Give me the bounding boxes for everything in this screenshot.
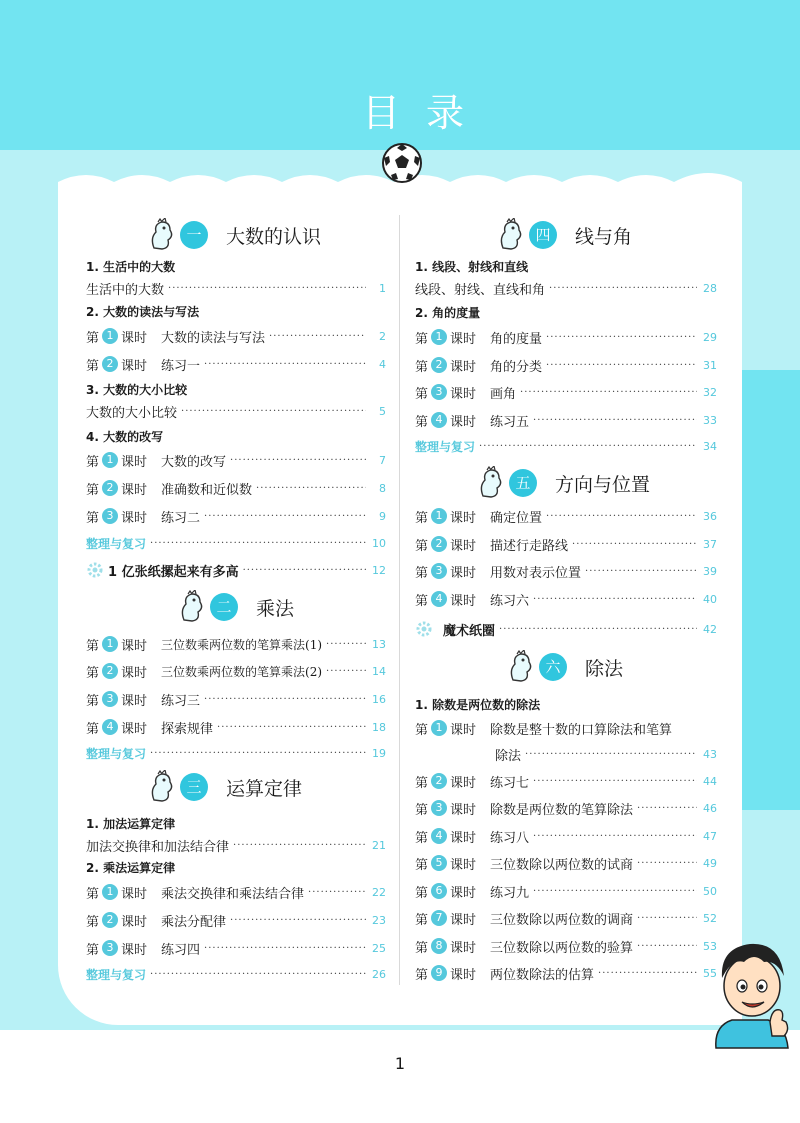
chapter-1-heading[interactable] — [148, 218, 321, 252]
dot-leader — [637, 858, 697, 869]
lesson-suffix: 课时 — [450, 967, 477, 983]
lesson-prefix: 第 — [86, 665, 100, 681]
lesson-suffix: 课时 — [121, 638, 148, 654]
lesson-number-badge: 2 — [431, 357, 447, 373]
chapter-6-badge: 六 — [539, 653, 567, 681]
page-number: 18 — [372, 720, 386, 734]
toc-entry[interactable] — [86, 278, 386, 298]
dot-leader — [204, 694, 366, 705]
lesson-prefix: 第 — [86, 454, 100, 470]
lesson-suffix: 课时 — [450, 331, 477, 347]
dot-leader — [546, 332, 697, 343]
toc-entry[interactable] — [415, 589, 717, 609]
entry-title: 三位数除以两位数的试商 — [490, 857, 634, 873]
review-title: 整理与复习 — [415, 439, 476, 454]
entry-title: 练习五 — [490, 414, 530, 430]
lesson-number-badge: 1 — [102, 328, 118, 344]
lesson-suffix: 课时 — [450, 565, 477, 581]
toc-entry[interactable] — [415, 881, 717, 901]
lesson-prefix: 第 — [86, 886, 100, 902]
dot-leader — [243, 565, 366, 576]
dot-leader — [204, 943, 366, 954]
dot-leader — [533, 831, 697, 842]
entry-title: 三位数乘两位数的笔算乘法(1) — [161, 637, 323, 652]
page-number: 25 — [372, 941, 386, 955]
toc-entry[interactable] — [86, 326, 386, 346]
page-number: 37 — [703, 537, 717, 551]
dot-leader — [168, 283, 366, 294]
toc-entry[interactable] — [415, 908, 717, 928]
entry-title: 练习九 — [490, 885, 530, 901]
lesson-suffix: 课时 — [450, 775, 477, 791]
dot-leader — [637, 803, 697, 814]
lesson-prefix: 第 — [86, 638, 100, 654]
toc-entry[interactable] — [415, 355, 717, 375]
entry-title: 角的分类 — [490, 359, 543, 375]
lesson-prefix: 第 — [415, 885, 429, 901]
page-number: 32 — [703, 385, 717, 399]
page-number: 31 — [703, 358, 717, 372]
entry-title: 大数的改写 — [161, 454, 227, 470]
lesson-prefix: 第 — [415, 912, 429, 928]
toc-entry[interactable] — [415, 506, 717, 526]
chapter-5-title: 方向与位置 — [555, 473, 651, 496]
page-number: 46 — [703, 801, 717, 815]
dot-leader — [546, 511, 697, 522]
lesson-suffix: 课时 — [450, 722, 477, 738]
page-number: 53 — [703, 939, 717, 953]
entry-title: 角的度量 — [490, 331, 543, 347]
page-number: 4 — [379, 357, 386, 371]
entry-title: 准确数和近似数 — [161, 482, 253, 498]
entry-title: 画角 — [490, 386, 517, 402]
page-number: 13 — [372, 637, 386, 651]
toc-entry[interactable] — [86, 450, 386, 470]
lesson-suffix: 课时 — [450, 538, 477, 554]
section-heading: 2. 角的度量 — [415, 306, 481, 320]
page-title: 目录 — [361, 91, 490, 135]
lesson-number-badge: 2 — [102, 663, 118, 679]
dot-leader — [233, 840, 366, 851]
dot-leader — [637, 913, 697, 924]
toc-entry[interactable] — [86, 910, 386, 930]
entry-title: 练习四 — [161, 942, 201, 958]
dot-leader — [525, 749, 697, 760]
dot-leader — [499, 624, 697, 635]
review-entry[interactable] — [86, 964, 386, 984]
dinosaur-mascot-icon — [148, 218, 176, 252]
lesson-suffix: 课时 — [121, 510, 148, 526]
toc-entry[interactable] — [86, 506, 386, 526]
lesson-prefix: 第 — [415, 538, 429, 554]
toc-entry[interactable] — [86, 478, 386, 498]
chapter-1-title: 大数的认识 — [226, 225, 322, 248]
page-number: 1 — [379, 281, 386, 295]
dinosaur-mascot-icon — [497, 218, 525, 252]
lesson-prefix: 第 — [415, 967, 429, 983]
lesson-suffix: 课时 — [450, 885, 477, 901]
page-number: 26 — [372, 967, 386, 981]
dot-leader — [533, 415, 697, 426]
entry-title: 乘法分配律 — [161, 914, 227, 930]
toc-entry[interactable] — [415, 327, 717, 347]
dot-leader — [230, 915, 366, 926]
lesson-suffix: 课时 — [121, 914, 148, 930]
chapter-2-heading[interactable] — [178, 590, 294, 624]
lesson-number-badge: 1 — [102, 636, 118, 652]
dinosaur-mascot-icon — [178, 590, 206, 624]
entry-title: 三位数除以两位数的验算 — [490, 940, 634, 956]
entry-title: 探索规律 — [161, 721, 214, 737]
toc-entry[interactable] — [415, 410, 717, 430]
dot-leader — [326, 639, 366, 650]
lesson-number-badge: 1 — [102, 884, 118, 900]
lesson-suffix: 课时 — [121, 358, 148, 374]
lesson-number-badge: 1 — [431, 720, 447, 736]
entry-title: 两位数除法的估算 — [490, 967, 595, 983]
entry-title: 线段、射线、直线和角 — [415, 282, 546, 298]
dot-leader — [549, 283, 697, 294]
lesson-number-badge: 4 — [431, 412, 447, 428]
lesson-prefix: 第 — [86, 942, 100, 958]
lesson-number-badge: 1 — [102, 452, 118, 468]
lesson-suffix: 课时 — [450, 414, 477, 430]
lesson-prefix: 第 — [415, 722, 429, 738]
lesson-prefix: 第 — [415, 359, 429, 375]
lesson-number-badge: 3 — [102, 508, 118, 524]
lesson-suffix: 课时 — [121, 454, 148, 470]
page-number: 16 — [372, 692, 386, 706]
section-heading: 1. 生活中的大数 — [86, 260, 176, 274]
lesson-prefix: 第 — [86, 330, 100, 346]
lesson-number-badge: 5 — [431, 855, 447, 871]
entry-title: 三位数乘两位数的笔算乘法(2) — [161, 664, 323, 679]
lesson-prefix: 第 — [415, 940, 429, 956]
lesson-number-badge: 2 — [102, 356, 118, 372]
entry-title: 大数的读法与写法 — [161, 330, 266, 346]
entry-title: 乘法交换律和乘法结合律 — [161, 886, 305, 902]
lesson-prefix: 第 — [86, 358, 100, 374]
dot-leader — [533, 886, 697, 897]
lesson-number-badge: 3 — [431, 384, 447, 400]
page-number: 23 — [372, 913, 386, 927]
toc-entry[interactable] — [415, 798, 717, 818]
lesson-suffix: 课时 — [121, 721, 148, 737]
lesson-number-badge: 1 — [431, 329, 447, 345]
page-number: 42 — [703, 622, 717, 636]
entry-title: 加法交换律和加法结合律 — [86, 839, 230, 855]
dot-leader — [637, 941, 697, 952]
toc-entry[interactable] — [86, 401, 386, 421]
chapter-6-heading[interactable] — [507, 650, 623, 684]
page-number: 55 — [703, 966, 717, 980]
entry-title: 练习三 — [161, 693, 201, 709]
dinosaur-mascot-icon — [507, 650, 535, 684]
page-number: 14 — [372, 664, 386, 678]
lesson-number-badge: 3 — [102, 691, 118, 707]
dot-leader — [572, 539, 697, 550]
entry-title: 描述行走路线 — [490, 538, 569, 554]
page-number: 33 — [703, 413, 717, 427]
dot-leader — [308, 887, 366, 898]
dot-leader — [546, 360, 697, 371]
dot-leader — [204, 511, 366, 522]
lesson-prefix: 第 — [415, 802, 429, 818]
dot-leader — [533, 594, 697, 605]
column-divider — [399, 215, 400, 985]
toc-entry[interactable] — [415, 561, 717, 581]
lesson-prefix: 第 — [415, 830, 429, 846]
lesson-number-badge: 6 — [431, 883, 447, 899]
entry-title: 除数是整十数的口算除法和笔算 — [490, 722, 673, 738]
lesson-suffix: 课时 — [450, 386, 477, 402]
toc-entry[interactable] — [415, 936, 717, 956]
page-number: 5 — [379, 404, 386, 418]
chapter-3-heading[interactable] — [148, 770, 302, 804]
lesson-prefix: 第 — [86, 693, 100, 709]
lesson-suffix: 课时 — [121, 330, 148, 346]
toc-entry[interactable] — [86, 938, 386, 958]
chapter-4-title: 线与角 — [575, 225, 633, 248]
dot-leader — [230, 455, 366, 466]
review-title: 整理与复习 — [86, 967, 147, 982]
page-number: 28 — [703, 281, 717, 295]
lesson-suffix: 课时 — [450, 912, 477, 928]
chapter-1-badge: 一 — [180, 221, 208, 249]
page-number: 22 — [372, 885, 386, 899]
lesson-suffix: 课时 — [450, 359, 477, 375]
dinosaur-mascot-icon — [477, 466, 505, 500]
soccer-ball-icon — [381, 142, 423, 184]
entry-title: 1 亿张纸摞起来有多高 — [108, 564, 239, 580]
review-entry[interactable] — [415, 436, 717, 456]
section-heading: 3. 大数的大小比较 — [86, 383, 188, 397]
toc-entry-continued[interactable] — [415, 744, 717, 764]
toc-entry[interactable] — [415, 278, 717, 298]
section-heading: 4. 大数的改写 — [86, 430, 164, 444]
dot-leader — [150, 969, 366, 980]
chapter-3-title: 运算定律 — [226, 777, 303, 800]
dot-leader — [598, 968, 697, 979]
chapter-2-badge: 二 — [210, 593, 238, 621]
page-number: 9 — [379, 509, 386, 523]
page-number: 44 — [703, 774, 717, 788]
lesson-number-badge: 3 — [431, 563, 447, 579]
toc-entry[interactable] — [415, 534, 717, 554]
toc-entry[interactable] — [415, 382, 717, 402]
section-heading: 1. 线段、射线和直线 — [415, 260, 529, 274]
lesson-prefix: 第 — [415, 386, 429, 402]
lesson-number-badge: 2 — [102, 480, 118, 496]
page-number: 19 — [372, 746, 386, 760]
entry-title: 大数的大小比较 — [86, 405, 178, 421]
dot-leader — [181, 406, 366, 417]
section-heading: 1. 加法运算定律 — [86, 817, 176, 831]
entry-title: 魔术纸圈 — [443, 623, 496, 639]
lesson-number-badge: 4 — [102, 719, 118, 735]
chapter-2-title: 乘法 — [256, 597, 295, 620]
lesson-number-badge: 3 — [431, 800, 447, 816]
lesson-number-badge: 2 — [431, 773, 447, 789]
lesson-number-badge: 2 — [102, 912, 118, 928]
lesson-prefix: 第 — [415, 775, 429, 791]
lesson-prefix: 第 — [415, 510, 429, 526]
page-number: 36 — [703, 509, 717, 523]
page-number: 10 — [372, 536, 386, 550]
toc-entry[interactable] — [415, 826, 717, 846]
chapter-3-badge: 三 — [180, 773, 208, 801]
dot-leader — [150, 748, 366, 759]
toc-entry[interactable] — [415, 853, 717, 873]
toc-entry[interactable] — [86, 661, 386, 681]
lesson-prefix: 第 — [415, 565, 429, 581]
page-number: 34 — [703, 439, 717, 453]
entry-title: 练习七 — [490, 775, 530, 791]
chapter-6-title: 除法 — [585, 657, 624, 680]
page-number: 40 — [703, 592, 717, 606]
review-entry[interactable] — [86, 533, 386, 553]
page-number: 29 — [703, 330, 717, 344]
lesson-suffix: 课时 — [121, 942, 148, 958]
chapter-5-heading[interactable] — [477, 466, 650, 500]
extra-activity-entry[interactable] — [86, 560, 386, 580]
dot-leader — [150, 538, 366, 549]
lesson-prefix: 第 — [86, 914, 100, 930]
review-title: 整理与复习 — [86, 746, 147, 761]
section-heading: 1. 除数是两位数的除法 — [415, 698, 541, 712]
dot-leader — [269, 331, 366, 342]
lesson-suffix: 课时 — [450, 510, 477, 526]
toc-entry[interactable] — [86, 634, 386, 654]
lesson-number-badge: 8 — [431, 938, 447, 954]
lesson-suffix: 课时 — [121, 693, 148, 709]
lesson-prefix: 第 — [86, 482, 100, 498]
page-number: 12 — [372, 563, 386, 577]
dot-leader — [533, 776, 697, 787]
toc-entry[interactable] — [415, 963, 717, 983]
lesson-number-badge: 7 — [431, 910, 447, 926]
section-heading: 2. 乘法运算定律 — [86, 861, 176, 875]
review-title: 整理与复习 — [86, 536, 147, 551]
dinosaur-mascot-icon — [148, 770, 176, 804]
entry-title: 练习一 — [161, 358, 201, 374]
dot-leader — [520, 387, 697, 398]
entry-title: 练习二 — [161, 510, 201, 526]
toc-entry[interactable] — [86, 717, 386, 737]
entry-title: 确定位置 — [490, 510, 543, 526]
dot-leader — [326, 666, 366, 677]
lesson-number-badge: 4 — [431, 591, 447, 607]
entry-title: 用数对表示位置 — [490, 565, 582, 581]
dot-leader — [256, 483, 366, 494]
entry-title: 练习八 — [490, 830, 530, 846]
lesson-prefix: 第 — [415, 414, 429, 430]
toc-entry[interactable] — [415, 718, 717, 738]
dot-leader — [585, 566, 697, 577]
right-strip — [738, 370, 800, 810]
page-number: 2 — [379, 329, 386, 343]
entry-title: 练习六 — [490, 593, 530, 609]
toc-entry[interactable] — [86, 354, 386, 374]
lesson-suffix: 课时 — [450, 857, 477, 873]
thumbs-up-boy-illustration — [710, 930, 792, 1060]
dot-leader — [217, 722, 366, 733]
lesson-suffix: 课时 — [450, 830, 477, 846]
toc-entry[interactable] — [415, 771, 717, 791]
lesson-number-badge: 9 — [431, 965, 447, 981]
page-number: 39 — [703, 564, 717, 578]
entry-title-continued: 除法 — [495, 748, 522, 764]
lesson-suffix: 课时 — [450, 940, 477, 956]
review-entry[interactable] — [86, 743, 386, 763]
lesson-suffix: 课时 — [121, 665, 148, 681]
entry-title: 生活中的大数 — [86, 282, 165, 298]
dot-leader — [479, 441, 697, 452]
lesson-prefix: 第 — [415, 331, 429, 347]
page-number: 49 — [703, 856, 717, 870]
section-heading: 2. 大数的读法与写法 — [86, 305, 200, 319]
gear-icon — [86, 561, 104, 579]
gear-icon — [415, 620, 433, 638]
chapter-4-badge: 四 — [529, 221, 557, 249]
chapter-4-heading[interactable] — [497, 218, 632, 252]
page-number: 7 — [379, 453, 386, 467]
chapter-5-badge: 五 — [509, 469, 537, 497]
page-number: 8 — [379, 481, 386, 495]
entry-title: 除数是两位数的笔算除法 — [490, 802, 634, 818]
lesson-prefix: 第 — [86, 721, 100, 737]
lesson-number-badge: 3 — [102, 940, 118, 956]
lesson-number-badge: 2 — [431, 536, 447, 552]
entry-title: 三位数除以两位数的调商 — [490, 912, 634, 928]
lesson-number-badge: 4 — [431, 828, 447, 844]
dot-leader — [204, 359, 366, 370]
lesson-suffix: 课时 — [121, 886, 148, 902]
lesson-prefix: 第 — [415, 593, 429, 609]
extra-activity-entry[interactable] — [415, 619, 717, 639]
page-number-footer: 1 — [394, 1054, 406, 1073]
toc-entry[interactable] — [86, 882, 386, 902]
toc-entry[interactable] — [86, 835, 386, 855]
lesson-suffix: 课时 — [450, 802, 477, 818]
lesson-prefix: 第 — [86, 510, 100, 526]
lesson-suffix: 课时 — [450, 593, 477, 609]
lesson-suffix: 课时 — [121, 482, 148, 498]
lesson-number-badge: 1 — [431, 508, 447, 524]
page-number: 21 — [372, 838, 386, 852]
page-number: 52 — [703, 911, 717, 925]
toc-entry[interactable] — [86, 689, 386, 709]
lesson-prefix: 第 — [415, 857, 429, 873]
page-number: 47 — [703, 829, 717, 843]
page-number: 50 — [703, 884, 717, 898]
page-number: 43 — [703, 747, 717, 761]
